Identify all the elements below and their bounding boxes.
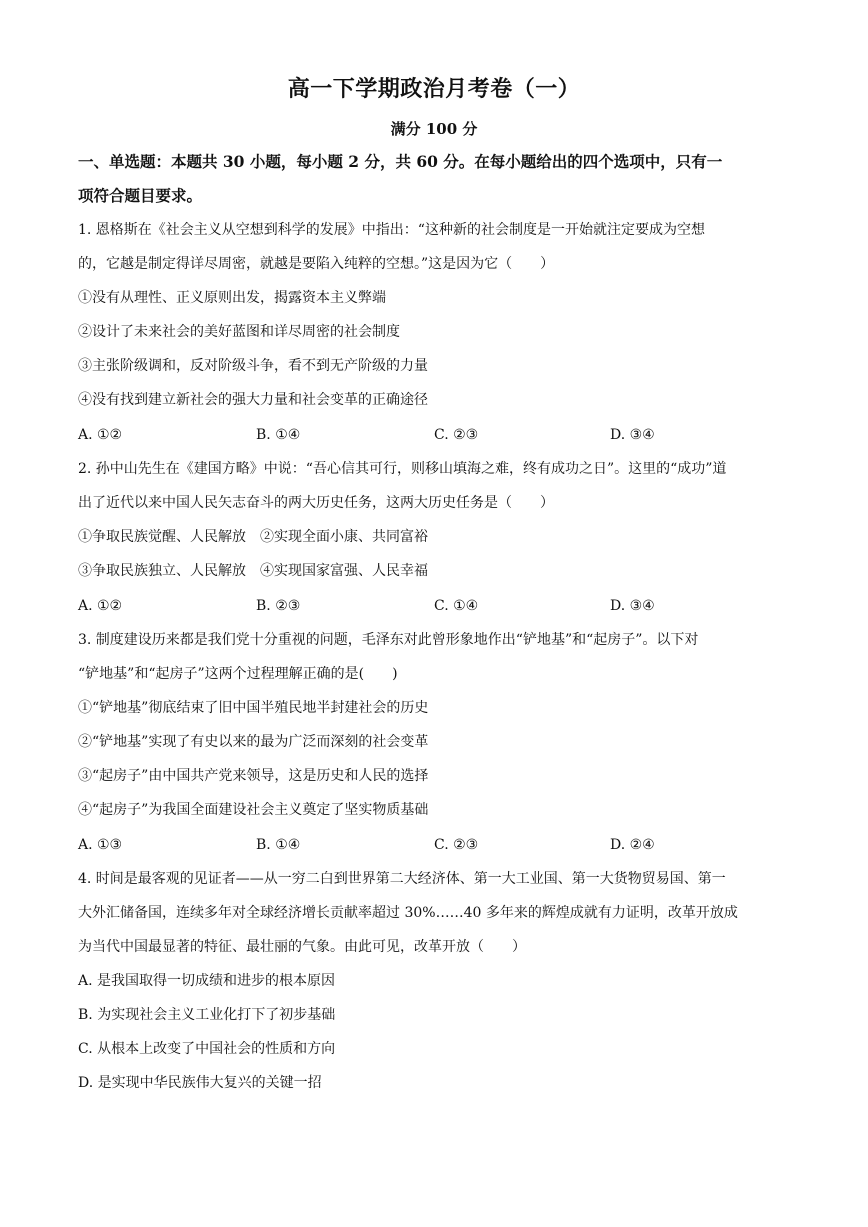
q2-option-a: A. ①② <box>78 598 123 614</box>
q4-option-a: A. 是我国取得一切成绩和进步的根本原因 <box>78 973 336 989</box>
q1-item: ①没有从理性、正义原则出发，揭露资本主义弊端 <box>78 290 386 306</box>
q3-option-b: B. ①④ <box>256 837 301 853</box>
q3-item: ①“铲地基”彻底结束了旧中国半殖民地半封建社会的历史 <box>78 700 429 716</box>
q1-option-c: C. ②③ <box>434 427 479 443</box>
q3-stem-line2: “铲地基”和“起房子”这两个过程理解正确的是( ) <box>78 666 398 682</box>
q4-stem-line1: 4. 时间是最客观的见证者——从一穷二白到世界第二大经济体、第一大工业国、第一大货物贸易国、第一 <box>78 871 726 887</box>
section-heading-line1: 一、单选题：本题共 30 小题，每小题 2 分，共 60 分。在每小题给出的四个选项中，只有一 <box>78 152 723 171</box>
q3-option-a: A. ①③ <box>78 837 123 853</box>
q2-stem-line2: 出了近代以来中国人民矢志奋斗的两大历史任务，这两大历史任务是（ ） <box>78 495 554 511</box>
q1-item: ③主张阶级调和，反对阶级斗争，看不到无产阶级的力量 <box>78 358 428 374</box>
q1-option-d: D. ③④ <box>610 427 655 443</box>
q3-stem-line1: 3. 制度建设历来都是我们党十分重视的问题，毛泽东对此曾形象地作出“铲地基”和“起房子”。以下对 <box>78 632 699 648</box>
exam-title: 高一下学期政治月考卷（一） <box>287 76 581 102</box>
q4-option-b: B. 为实现社会主义工业化打下了初步基础 <box>78 1007 336 1023</box>
q2-item: ①争取民族觉醒、人民解放 ②实现全面小康、共同富裕 <box>78 529 428 545</box>
q2-option-c: C. ①④ <box>434 598 479 614</box>
q1-item: ②设计了未来社会的美好蓝图和详尽周密的社会制度 <box>78 324 400 340</box>
q2-option-b: B. ②③ <box>256 598 301 614</box>
q4-option-c: C. 从根本上改变了中国社会的性质和方向 <box>78 1041 336 1057</box>
q1-stem-line2: 的，它越是制定得详尽周密，就越是要陷入纯粹的空想。”这是因为它（ ） <box>78 256 555 272</box>
q3-option-c: C. ②③ <box>434 837 479 853</box>
q2-stem-line1: 2. 孙中山先生在《建国方略》中说：“吾心信其可行，则移山填海之难，终有成功之日”。这里的“成功”道 <box>78 461 727 477</box>
q4-stem-line2: 大外汇储备国，连续多年对全球经济增长贡献率超过 30%……40 多年来的辉煌成就有力证明，改革开放成 <box>78 905 738 921</box>
q3-item: ③“起房子”由中国共产党来领导，这是历史和人民的选择 <box>78 768 429 784</box>
q1-stem-line1: 1. 恩格斯在《社会主义从空想到科学的发展》中指出：“这种新的社会制度是一开始就注定要成为空想 <box>78 222 705 238</box>
q3-item: ④“起房子”为我国全面建设社会主义奠定了坚实物质基础 <box>78 802 429 818</box>
full-score: 满分 100 分 <box>390 120 478 138</box>
q4-option-d: D. 是实现中华民族伟大复兴的关键一招 <box>78 1075 322 1091</box>
q2-item: ③争取民族独立、人民解放 ④实现国家富强、人民幸福 <box>78 563 428 579</box>
q1-item: ④没有找到建立新社会的强大力量和社会变革的正确途径 <box>78 392 428 408</box>
q3-item: ②“铲地基”实现了有史以来的最为广泛而深刻的社会变革 <box>78 734 429 750</box>
q2-option-d: D. ③④ <box>610 598 655 614</box>
q1-option-b: B. ①④ <box>256 427 301 443</box>
section-heading-line2: 项符合题目要求。 <box>78 186 203 205</box>
q3-option-d: D. ②④ <box>610 837 655 853</box>
q1-option-a: A. ①② <box>78 427 123 443</box>
q4-stem-line3: 为当代中国最显著的特征、最壮丽的气象。由此可见，改革开放（ ） <box>78 939 526 955</box>
